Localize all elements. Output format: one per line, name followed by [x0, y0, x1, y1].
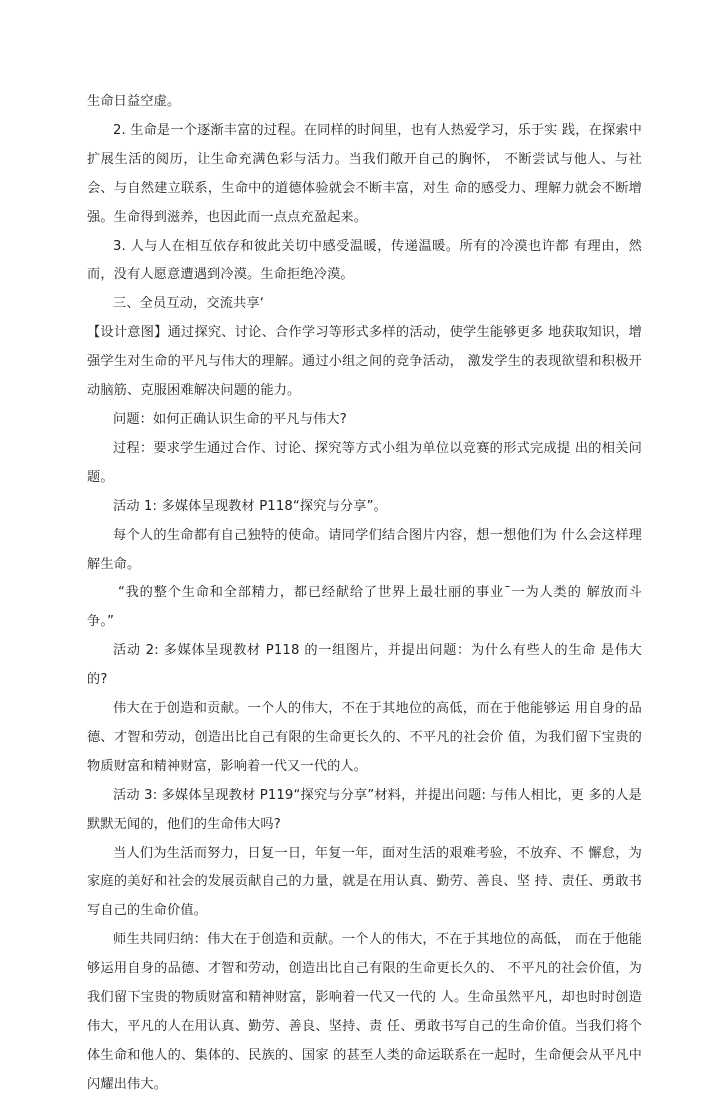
design-intent-paragraph: 【设计意图】通过探究、讨论、合作学习等形式多样的活动，使学生能够更多 地获取知识，增强学生对生命的平凡与伟大的理解。通过小组之间的竞争活动， 激发学生的表现欲望和积极开动脑筋、克服困难解决问题的能力。: [87, 325, 642, 399]
paragraph-ordinary-people: 当人们为生活而努力，日复一日，年复一年，面对生活的艰难考验，不放弃、不 懈怠，为家庭的美好和社会的发展贡献自己的力量，就是在用认真、勤劳、善良、坚 持、责任、勇敢书写自己的生命价值。: [87, 845, 642, 919]
activity-3-line: 活动 3: 多媒体呈现教材 P119“探究与分享”材料，并提出问题: 与伟人相比，更 多的人是默默无闻的，他们的生命伟大吗?: [87, 787, 642, 832]
paragraph-mission: 每个人的生命都有自己独特的使命。请同学们结合图片内容，想一想他们为 什么会这样理解生命。: [87, 527, 642, 572]
summary-paragraph: 师生共同归纳：伟大在于创造和贡献。一个人的伟大，不在于其地位的高低， 而在于他能够运用自身的品德、才智和劳动，创造出比自己有限的生命更长久的、 不平凡的社会价值，为我们留下宝贵的物质财富和精神财富，影响着一代又一代的 人。生命虽然平凡，却也时时创造伟大，平凡的人在用认真、勤劳、善良、坚持、责 任、勇敢书写自己的生命价值。当我们将个体生命和他人的、集体的、民族的、国家 的甚至人类的命运联系在一起时，生命便会从平凡中闪耀出伟大。: [87, 932, 642, 1092]
document-body: [87, 88, 642, 1100]
section-heading-3: 三、全员互动，交流共享‘: [113, 296, 265, 312]
paragraph-2: 2. 生命是一个逐渐丰富的过程。在同样的时间里，也有人热爱学习，乐于实 践，在探索中扩展生活的阅历，让生命充满色彩与活力。当我们敞开自己的胸怀， 不断尝试与他人、与社会、与自然建立联系，生命中的道德体验就会不断丰富，对生 命的感受力、理解力就会不断增强。生命得到滋养，也因此而一点点充盈起来。: [87, 122, 642, 225]
quote-paragraph: “我的整个生命和全部精力，都已经献给了世界上最壮丽的事业¯一为人类的 解放而斗争。”: [87, 585, 642, 630]
process-line: 过程：要求学生通过合作、讨论、探究等方式小组为单位以竞赛的形式完成提 出的相关问题。: [87, 440, 642, 485]
activity-2-line: 活动 2: 多媒体呈现教材 P118 的一组图片，并提出问题：为什么有些人的生命 是伟大的?: [87, 643, 642, 688]
paragraph-greatness: 伟大在于创造和贡献。一个人的伟大，不在于其地位的高低，而在于他能够运 用自身的品德、才智和劳动，创造出比自己有限的生命更长久的、不平凡的社会价 值，为我们留下宝贵的物质财富和精神财富，影响着一代又一代的人。: [87, 701, 642, 774]
paragraph-1: 生命日益空虚。: [87, 94, 181, 109]
activity-1-line: 活动 1: 多媒体呈现教材 P118“探究与分享”。: [113, 498, 387, 514]
question-line: 问题：如何正确认识生命的平凡与伟大?: [113, 411, 347, 427]
paragraph-3: 3. 人与人在相互依存和彼此关切中感受温暖，传递温暖。所有的冷漠也许都 有理由，然而，没有人愿意遭遇到冷漠。生命拒绝冷漠。: [87, 238, 642, 283]
